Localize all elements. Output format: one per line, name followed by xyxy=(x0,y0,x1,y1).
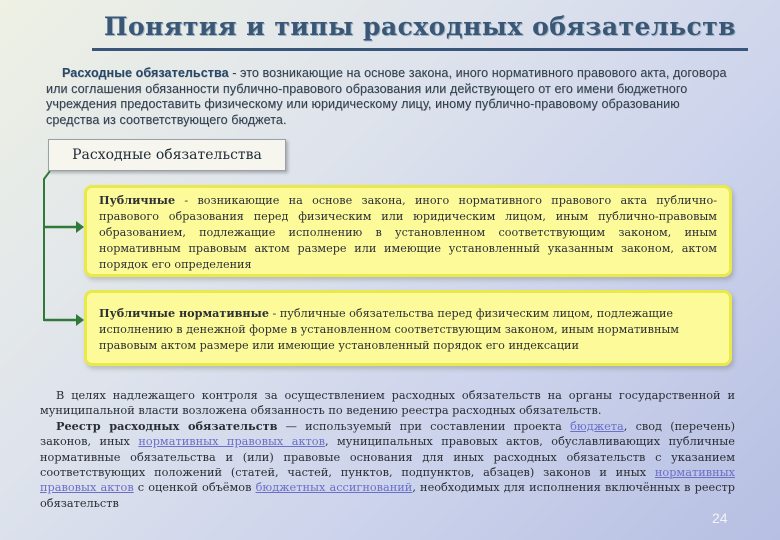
slide-title: Понятия и типы расходных обязательств xyxy=(103,12,737,41)
registry-text-5: , необходимых для исполнения включённых в реестр обязательств xyxy=(40,481,735,510)
public-obligations-box xyxy=(84,185,732,277)
registry-text-2: , свод (перечень) законов, иных xyxy=(40,419,736,449)
arrow-head-public xyxy=(76,221,84,233)
link-normative-acts-2[interactable]: нормативных правовых актов xyxy=(40,466,735,495)
title-underline xyxy=(92,48,748,51)
public-normative-obligations-box xyxy=(84,290,732,366)
public-normative-text: - публичные обязательства перед физическим лицом, подлежащие исполнению в денежной форме в установленном соответствующим законом, иным нормативным правовым актом размере или имеющие установленный порядок его индексации xyxy=(99,307,680,352)
control-paragraph: В целях надлежащего контроля за осуществлением расходных обязательств на органы государственной и муниципальной власти возложена обязанность по ведению реестра расходных обязательств. xyxy=(40,389,735,418)
link-normative-acts[interactable]: нормативных правовых актов xyxy=(138,435,325,449)
registry-section xyxy=(40,388,735,511)
intro-text: - это возникающие на основе закона, иного нормативного правового акта, договора или соглашения обязанности публично-правового образования или действующего от его имени бюджетного учреждения предоставить физическому или юридическому лицу, иному публично-правовому образованию средства из соответствующего бюджета. xyxy=(46,66,727,127)
root-category-box xyxy=(48,139,286,171)
public-obligations-term: Публичные xyxy=(99,193,176,207)
tree-connector xyxy=(36,171,84,327)
registry-text-3: , муниципальных правовых актов, обуславливающих публичные нормативные обязательства и (или) правовые основания для иных расходных обязательств с указанием соответствующих положений (статей, частей, пунктов, подпунктов, абзацев) законов и иных xyxy=(40,435,735,480)
page-number: 24 xyxy=(712,510,728,526)
link-budget-allocations[interactable]: бюджетных ассигнований xyxy=(255,481,413,495)
registry-definition xyxy=(40,419,735,511)
connector-line xyxy=(44,171,76,321)
registry-text-1: — используемый при составлении проекта xyxy=(277,419,571,433)
public-normative-term: Публичные нормативные xyxy=(99,306,269,320)
registry-term: Реестр расходных обязательств xyxy=(56,418,278,433)
registry-text-4: с оценкой объёмов xyxy=(133,481,256,495)
link-budget[interactable]: бюджета xyxy=(570,419,624,433)
root-category-label: Расходные обязательства xyxy=(72,147,262,163)
intro-paragraph xyxy=(46,66,736,128)
arrow-head-normative xyxy=(76,314,84,326)
public-obligations-text: - возникающие на основе закона, иного нормативного правового акта публично-правового образования перед физическим или юридическим лицом, иным публично-правовым образованием, подлежащие исполнению в установленном соответствующим законом, иным нормативным правовым актом размере или имеющие установленный указанным законом, актом порядок его определения xyxy=(99,194,717,271)
intro-term: Расходные обязательства xyxy=(62,66,229,80)
